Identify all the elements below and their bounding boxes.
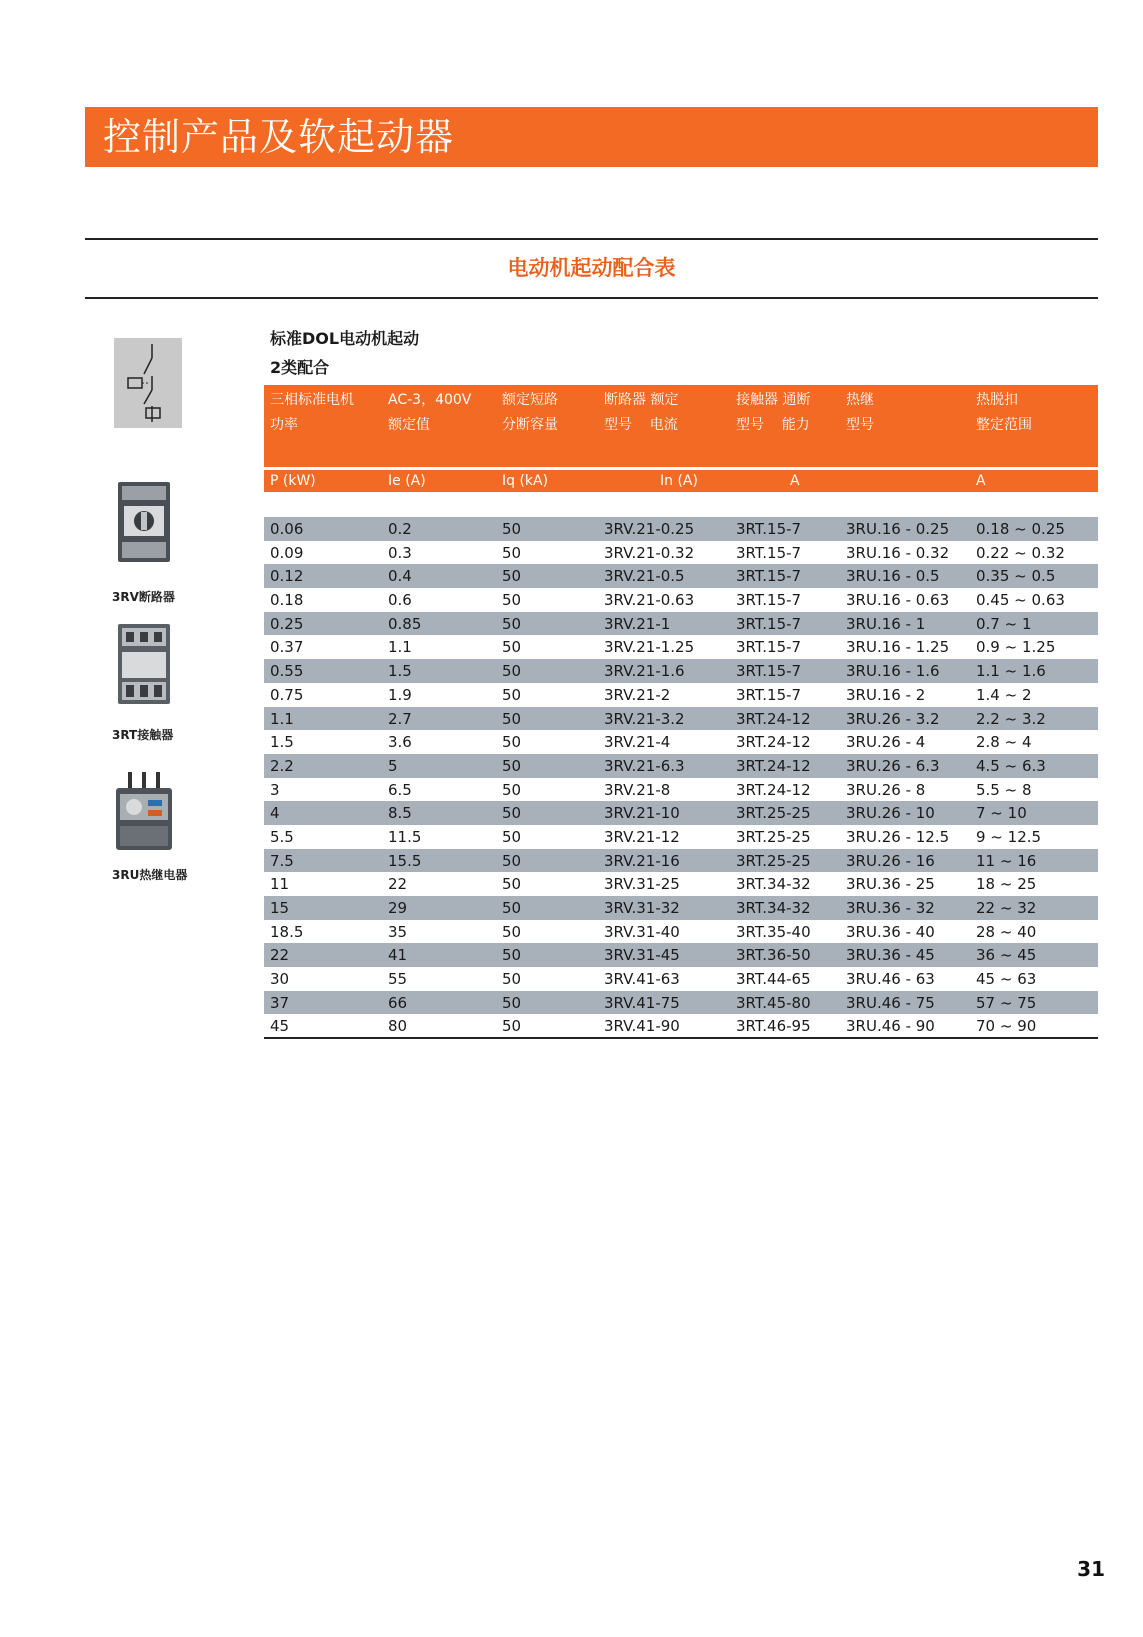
cell-rated-current: 0.2	[388, 520, 412, 538]
cell-breaker-model: 3RV.21-12	[604, 827, 680, 846]
cell-breaking-capacity: 50	[502, 899, 522, 917]
cell-breaking-capacity: 50	[502, 875, 522, 894]
cell-breaking-capacity: 50	[502, 804, 522, 823]
cell-rated-current: 0.6	[388, 591, 412, 610]
cell-trip-range: 11 ~ 16	[976, 851, 1037, 870]
cell-trip-range: 2.2 ~ 3.2	[976, 709, 1046, 728]
unit-contactor-capacity: A	[790, 473, 800, 489]
table-row	[264, 849, 1098, 873]
cell-contactor-model: 3RT.15-7	[736, 685, 802, 704]
cell-contactor-model: 3RT.25-25	[736, 851, 811, 870]
header-circuit-breaker: 断路器 额定 型号 电流	[604, 392, 679, 433]
cell-relay-model: 3RU.26 - 16	[846, 851, 935, 870]
cell-trip-range: 1.1 ~ 1.6	[976, 662, 1046, 681]
table-row	[264, 635, 1098, 659]
cell-trip-range: 0.45 ~ 0.63	[976, 591, 1065, 610]
subtitle-method: 标准DOL电动机起动	[270, 329, 420, 348]
cell-contactor-model: 3RT.35-40	[736, 922, 811, 941]
cell-breaker-model: 3RV.21-0.32	[604, 543, 695, 562]
cell-breaking-capacity: 50	[502, 851, 522, 870]
cell-contactor-model: 3RT.25-25	[736, 804, 811, 823]
cell-rated-current: 2.7	[388, 709, 412, 728]
cell-trip-range: 4.5 ~ 6.3	[976, 756, 1046, 775]
circuit-breaker-image	[112, 480, 176, 564]
cell-trip-range: 0.22 ~ 0.32	[976, 543, 1065, 562]
cell-rated-current: 41	[388, 946, 408, 965]
cell-power: 1.5	[270, 733, 294, 752]
cell-breaking-capacity: 50	[502, 543, 522, 562]
cell-rated-current: 3.6	[388, 733, 412, 752]
table-row	[264, 517, 1098, 541]
cell-power: 22	[270, 946, 290, 965]
cell-relay-model: 3RU.36 - 25	[846, 875, 935, 894]
cell-power: 15	[270, 899, 290, 917]
cell-contactor-model: 3RT.24-12	[736, 780, 811, 799]
cell-relay-model: 3RU.36 - 45	[846, 946, 935, 965]
cell-relay-model: 3RU.26 - 4	[846, 733, 926, 752]
cell-rated-current: 1.9	[388, 685, 412, 704]
cell-trip-range: 5.5 ~ 8	[976, 780, 1032, 799]
cell-power: 0.37	[270, 638, 304, 657]
cell-trip-range: 1.4 ~ 2	[976, 685, 1032, 704]
circuit-diagram-icon	[114, 338, 182, 428]
cell-relay-model: 3RU.26 - 10	[846, 804, 935, 823]
cell-breaking-capacity: 50	[502, 922, 522, 941]
unit-rated-current: Ie (A)	[388, 473, 426, 489]
cell-power: 45	[270, 1017, 290, 1036]
cell-breaking-capacity: 50	[502, 709, 522, 728]
cell-contactor-model: 3RT.24-12	[736, 709, 811, 728]
cell-breaking-capacity: 50	[502, 662, 522, 681]
cell-breaking-capacity: 50	[502, 1017, 522, 1036]
cell-breaking-capacity: 50	[502, 733, 522, 752]
cell-breaker-model: 3RV.41-63	[604, 970, 680, 989]
thermal-relay-image	[112, 770, 176, 854]
header-trip-range: 热脱扣 整定范围	[976, 392, 1032, 433]
cell-breaking-capacity: 50	[502, 970, 522, 989]
product-circuit-breaker	[112, 480, 176, 604]
cell-rated-current: 8.5	[388, 804, 412, 823]
page-number: 31	[1077, 1557, 1105, 1581]
cell-breaking-capacity: 50	[502, 591, 522, 610]
cell-trip-range: 36 ~ 45	[976, 946, 1037, 965]
cell-power: 5.5	[270, 827, 294, 846]
cell-breaking-capacity: 50	[502, 638, 522, 657]
page-title: 控制产品及软起动器	[103, 115, 455, 159]
cell-trip-range: 9 ~ 12.5	[976, 827, 1042, 846]
contactor-image	[112, 622, 176, 706]
cell-trip-range: 7 ~ 10	[976, 804, 1027, 823]
cell-trip-range: 0.7 ~ 1	[976, 614, 1032, 633]
cell-trip-range: 0.18 ~ 0.25	[976, 520, 1065, 538]
unit-breaker-current: In (A)	[660, 473, 698, 489]
cell-breaking-capacity: 50	[502, 756, 522, 775]
cell-relay-model: 3RU.36 - 32	[846, 899, 935, 917]
cell-breaker-model: 3RV.21-8	[604, 780, 671, 799]
cell-power: 0.12	[270, 567, 304, 586]
header-power: 三相标准电机 功率	[270, 392, 354, 433]
cell-relay-model: 3RU.26 - 3.2	[846, 709, 940, 728]
table-row	[264, 967, 1098, 991]
cell-power: 7.5	[270, 851, 294, 870]
cell-rated-current: 1.1	[388, 638, 412, 657]
cell-contactor-model: 3RT.15-7	[736, 591, 802, 610]
table-row	[264, 612, 1098, 636]
cell-contactor-model: 3RT.46-95	[736, 1017, 811, 1036]
cell-breaker-model: 3RV.21-16	[604, 851, 680, 870]
cell-power: 0.09	[270, 543, 304, 562]
divider-bottom	[85, 297, 1098, 299]
cell-contactor-model: 3RT.44-65	[736, 970, 811, 989]
product-label-thermal-relay: 3RU热继电器	[112, 868, 188, 882]
cell-breaker-model: 3RV.41-75	[604, 993, 680, 1012]
cell-relay-model: 3RU.16 - 1	[846, 614, 926, 633]
cell-rated-current: 35	[388, 922, 408, 941]
cell-power: 4	[270, 804, 280, 823]
table-row	[264, 588, 1098, 612]
cell-rated-current: 1.5	[388, 662, 412, 681]
cell-relay-model: 3RU.46 - 75	[846, 993, 935, 1012]
cell-trip-range: 28 ~ 40	[976, 922, 1037, 941]
cell-contactor-model: 3RT.15-7	[736, 520, 802, 538]
table-bottom-rule	[264, 1037, 1098, 1039]
cell-rated-current: 55	[388, 970, 408, 989]
cell-power: 0.18	[270, 591, 304, 610]
table-row	[264, 541, 1098, 565]
cell-breaker-model: 3RV.21-2	[604, 685, 671, 704]
cell-trip-range: 2.8 ~ 4	[976, 733, 1032, 752]
cell-power: 11	[270, 875, 290, 894]
cell-rated-current: 5	[388, 756, 398, 775]
cell-relay-model: 3RU.46 - 63	[846, 970, 935, 989]
cell-breaking-capacity: 50	[502, 946, 522, 965]
cell-trip-range: 70 ~ 90	[976, 1017, 1037, 1036]
header-breaking-capacity: 额定短路 分断容量	[502, 392, 558, 433]
cell-relay-model: 3RU.16 - 0.25	[846, 520, 950, 538]
table-row	[264, 754, 1098, 778]
cell-rated-current: 0.3	[388, 543, 412, 562]
cell-relay-model: 3RU.16 - 1.25	[846, 638, 950, 657]
unit-breaking-capacity: Iq (kA)	[502, 473, 549, 489]
table-row	[264, 659, 1098, 683]
cell-relay-model: 3RU.26 - 8	[846, 780, 926, 799]
table-row	[264, 683, 1098, 707]
cell-power: 0.75	[270, 685, 304, 704]
cell-power: 2.2	[270, 756, 294, 775]
cell-relay-model: 3RU.16 - 0.63	[846, 591, 950, 610]
cell-rated-current: 66	[388, 993, 408, 1012]
table-row	[264, 896, 1098, 920]
cell-power: 3	[270, 780, 280, 799]
title-banner	[85, 107, 1098, 167]
cell-contactor-model: 3RT.15-7	[736, 662, 802, 681]
cell-rated-current: 6.5	[388, 780, 412, 799]
cell-contactor-model: 3RT.24-12	[736, 733, 811, 752]
cell-contactor-model: 3RT.36-50	[736, 946, 811, 965]
cell-relay-model: 3RU.46 - 90	[846, 1017, 935, 1036]
cell-relay-model: 3RU.16 - 0.32	[846, 543, 950, 562]
cell-trip-range: 22 ~ 32	[976, 899, 1037, 917]
table-row	[264, 1014, 1098, 1038]
cell-relay-model: 3RU.16 - 0.5	[846, 567, 940, 586]
cell-breaker-model: 3RV.21-0.63	[604, 591, 695, 610]
cell-contactor-model: 3RT.15-7	[736, 543, 802, 562]
table-row	[264, 801, 1098, 825]
cell-relay-model: 3RU.16 - 1.6	[846, 662, 940, 681]
cell-rated-current: 15.5	[388, 851, 422, 870]
cell-breaking-capacity: 50	[502, 614, 522, 633]
divider-top	[85, 238, 1098, 240]
cell-contactor-model: 3RT.34-32	[736, 899, 811, 917]
product-contactor	[112, 622, 176, 742]
table-row	[264, 943, 1098, 967]
cell-breaker-model: 3RV.31-40	[604, 922, 680, 941]
cell-breaking-capacity: 50	[502, 993, 522, 1012]
cell-trip-range: 18 ~ 25	[976, 875, 1037, 894]
cell-contactor-model: 3RT.15-7	[736, 567, 802, 586]
cell-power: 0.55	[270, 662, 304, 681]
cell-relay-model: 3RU.26 - 6.3	[846, 756, 940, 775]
subtitle-coordination: 2类配合	[270, 358, 330, 377]
cell-breaker-model: 3RV.21-4	[604, 733, 671, 752]
cell-contactor-model: 3RT.15-7	[736, 638, 802, 657]
cell-breaker-model: 3RV.41-90	[604, 1017, 680, 1036]
cell-contactor-model: 3RT.25-25	[736, 827, 811, 846]
cell-contactor-model: 3RT.15-7	[736, 614, 802, 633]
product-label-contactor: 3RT接触器	[112, 728, 174, 742]
product-thermal-relay	[112, 770, 188, 882]
cell-contactor-model: 3RT.45-80	[736, 993, 811, 1012]
cell-breaker-model: 3RV.21-1	[604, 614, 671, 633]
cell-breaker-model: 3RV.31-45	[604, 946, 680, 965]
cell-rated-current: 80	[388, 1017, 408, 1036]
cell-breaker-model: 3RV.21-3.2	[604, 709, 685, 728]
cell-contactor-model: 3RT.34-32	[736, 875, 811, 894]
table-row	[264, 778, 1098, 802]
cell-rated-current: 0.4	[388, 567, 412, 586]
table-row	[264, 730, 1098, 754]
table-row	[264, 564, 1098, 588]
cell-power: 18.5	[270, 922, 304, 941]
cell-power: 0.25	[270, 614, 304, 633]
cell-breaker-model: 3RV.21-1.6	[604, 662, 685, 681]
cell-breaker-model: 3RV.31-25	[604, 875, 680, 894]
cell-breaker-model: 3RV.21-0.5	[604, 567, 685, 586]
section-title: 电动机起动配合表	[507, 256, 676, 280]
cell-power: 37	[270, 993, 290, 1012]
header-contactor: 接触器 通断 型号 能力	[736, 392, 811, 433]
cell-power: 1.1	[270, 709, 294, 728]
cell-breaking-capacity: 50	[502, 685, 522, 704]
cell-power: 0.06	[270, 520, 304, 538]
header-thermal-relay: 热继 型号	[846, 392, 874, 433]
unit-power: P (kW)	[270, 473, 316, 489]
cell-breaking-capacity: 50	[502, 520, 522, 538]
cell-contactor-model: 3RT.24-12	[736, 756, 811, 775]
cell-power: 30	[270, 970, 290, 989]
cell-breaking-capacity: 50	[502, 827, 522, 846]
cell-trip-range: 0.9 ~ 1.25	[976, 638, 1056, 657]
unit-trip-range: A	[976, 473, 986, 489]
table-row	[264, 920, 1098, 944]
cell-breaker-model: 3RV.21-1.25	[604, 638, 695, 657]
cell-relay-model: 3RU.36 - 40	[846, 922, 935, 941]
cell-trip-range: 45 ~ 63	[976, 970, 1037, 989]
cell-breaker-model: 3RV.31-32	[604, 899, 680, 917]
table-body	[264, 517, 1098, 1038]
cell-relay-model: 3RU.26 - 12.5	[846, 827, 950, 846]
cell-rated-current: 11.5	[388, 827, 422, 846]
header-rated-current: AC-3，400V 额定值	[388, 392, 472, 433]
cell-rated-current: 22	[388, 875, 408, 894]
cell-trip-range: 0.35 ~ 0.5	[976, 567, 1056, 586]
cell-trip-range: 57 ~ 75	[976, 993, 1037, 1012]
cell-breaker-model: 3RV.21-10	[604, 804, 680, 823]
table-row	[264, 825, 1098, 849]
cell-breaker-model: 3RV.21-0.25	[604, 520, 695, 538]
cell-breaking-capacity: 50	[502, 780, 522, 799]
cell-rated-current: 0.85	[388, 614, 422, 633]
table-row	[264, 991, 1098, 1015]
cell-breaking-capacity: 50	[502, 567, 522, 586]
cell-breaker-model: 3RV.21-6.3	[604, 756, 685, 775]
cell-rated-current: 29	[388, 899, 408, 917]
product-label-circuit-breaker: 3RV断路器	[112, 590, 175, 604]
table-row	[264, 872, 1098, 896]
cell-relay-model: 3RU.16 - 2	[846, 685, 926, 704]
table-row	[264, 707, 1098, 731]
